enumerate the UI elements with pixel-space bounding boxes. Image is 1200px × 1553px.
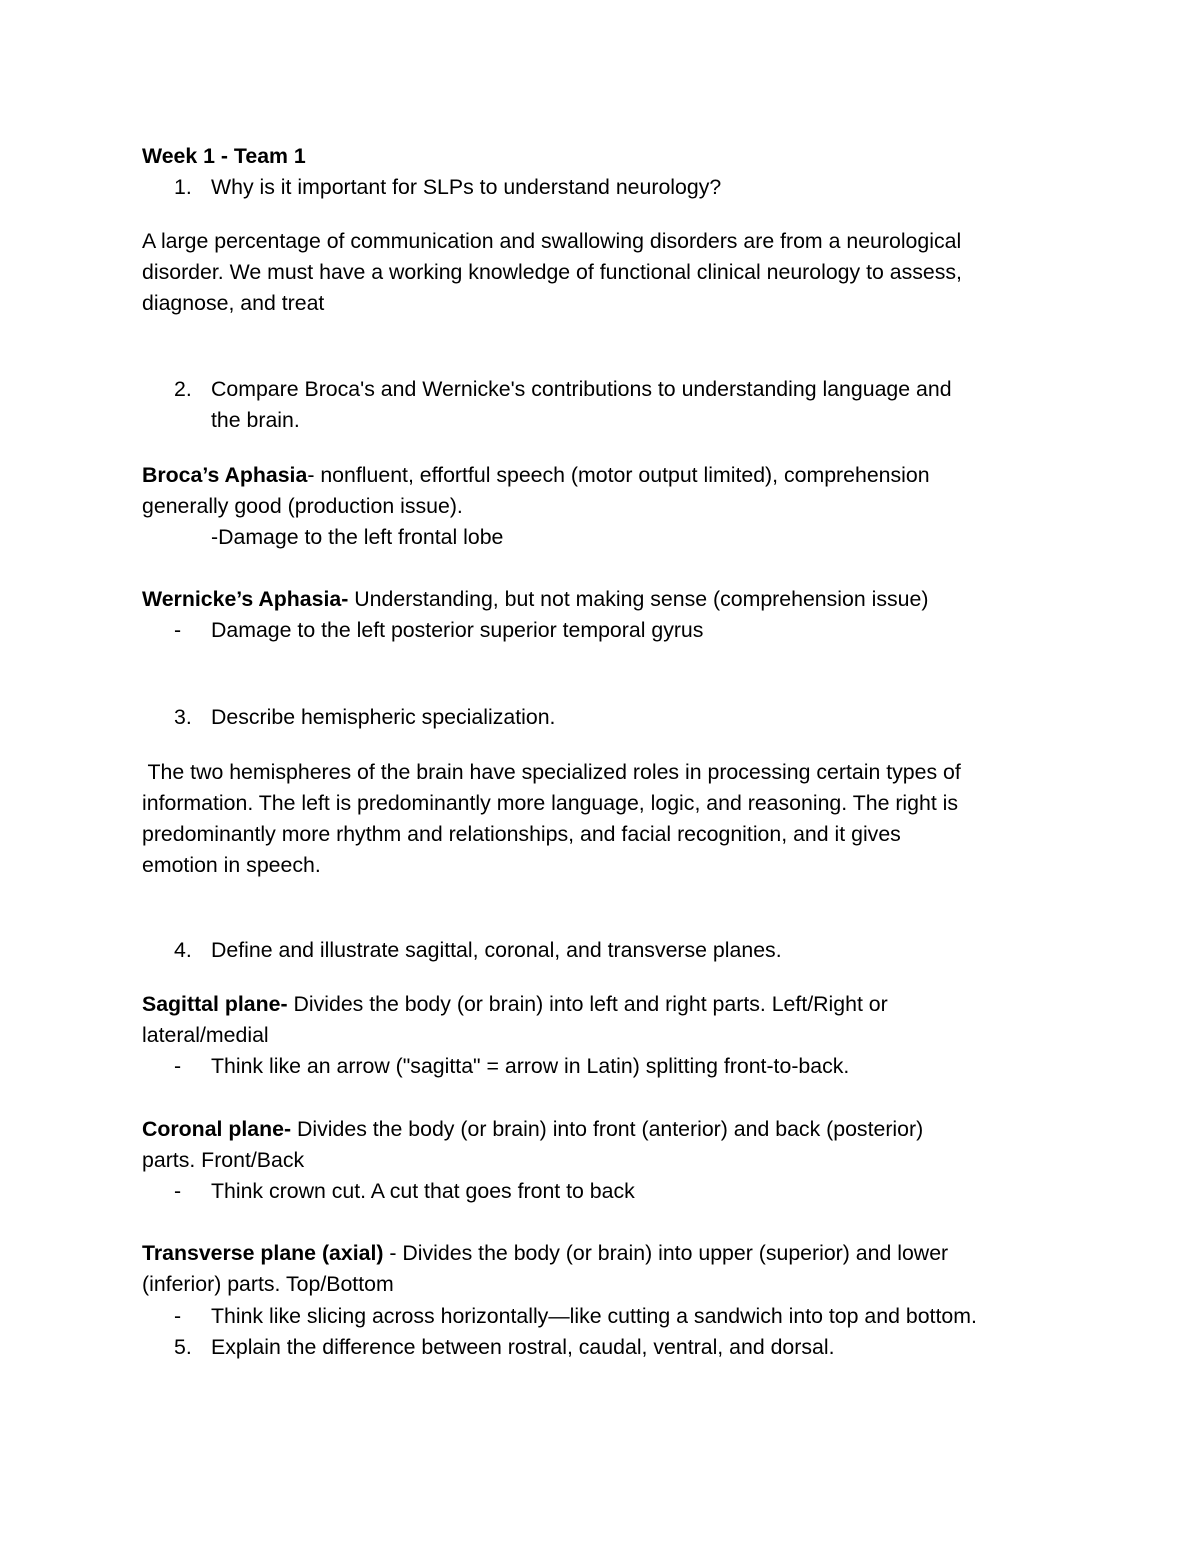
transverse-line-1 bbox=[142, 1238, 948, 1269]
broca-line-1 bbox=[142, 460, 930, 491]
coronal-definition: Divides the body (or brain) into front (anterior) and back (posterior) bbox=[291, 1117, 924, 1141]
sagittal-tip: Think like an arrow ("sagitta" = arrow in Latin) splitting front-to-back. bbox=[211, 1054, 850, 1078]
answer-3-line-3: predominantly more rhythm and relationships, and facial recognition, and it gives bbox=[142, 822, 901, 846]
question-2-number: 2. bbox=[174, 377, 192, 401]
question-5: Explain the difference between rostral, caudal, ventral, and dorsal. bbox=[211, 1335, 835, 1359]
broca-damage: -Damage to the left frontal lobe bbox=[211, 525, 504, 549]
transverse-line-2: (inferior) parts. Top/Bottom bbox=[142, 1272, 394, 1296]
transverse-bullet: - bbox=[174, 1304, 182, 1328]
coronal-tip: Think crown cut. A cut that goes front to back bbox=[211, 1179, 635, 1203]
answer-3-line-1: The two hemispheres of the brain have specialized roles in processing certain types of bbox=[142, 760, 961, 784]
question-3: Describe hemispheric specialization. bbox=[211, 705, 556, 729]
coronal-line-1 bbox=[142, 1114, 923, 1145]
answer-3-line-4: emotion in speech. bbox=[142, 853, 321, 877]
question-5-number: 5. bbox=[174, 1335, 192, 1359]
wernicke-term: Wernicke’s Aphasia- bbox=[142, 587, 349, 611]
broca-line-2: generally good (production issue). bbox=[142, 494, 463, 518]
answer-1-line-2: disorder. We must have a working knowledge of functional clinical neurology to assess, bbox=[142, 260, 962, 284]
question-4: Define and illustrate sagittal, coronal, and transverse planes. bbox=[211, 938, 782, 962]
coronal-term: Coronal plane- bbox=[142, 1117, 292, 1141]
sagittal-definition: Divides the body (or brain) into left and right parts. Left/Right or bbox=[287, 992, 888, 1016]
answer-1-line-1: A large percentage of communication and swallowing disorders are from a neurological bbox=[142, 229, 962, 253]
sagittal-term: Sagittal plane- bbox=[142, 992, 288, 1016]
answer-1-line-3: diagnose, and treat bbox=[142, 291, 325, 315]
wernicke-definition: Understanding, but not making sense (comprehension issue) bbox=[348, 587, 929, 611]
sagittal-line-1 bbox=[142, 989, 888, 1020]
broca-definition: - nonfluent, effortful speech (motor output limited), comprehension bbox=[307, 463, 930, 487]
question-1: Why is it important for SLPs to understand neurology? bbox=[211, 175, 722, 199]
wernicke-bullet: - bbox=[174, 618, 182, 642]
transverse-term: Transverse plane (axial) bbox=[142, 1241, 384, 1265]
wernicke-line-1 bbox=[142, 584, 928, 615]
sagittal-line-2: lateral/medial bbox=[142, 1023, 269, 1047]
transverse-tip: Think like slicing across horizontally—like cutting a sandwich into top and bottom. bbox=[211, 1304, 977, 1328]
broca-term: Broca’s Aphasia bbox=[142, 463, 308, 487]
page-title: Week 1 - Team 1 bbox=[142, 144, 306, 168]
question-2-line-1: Compare Broca's and Wernicke's contributions to understanding language and bbox=[211, 377, 952, 401]
coronal-bullet: - bbox=[174, 1179, 182, 1203]
coronal-line-2: parts. Front/Back bbox=[142, 1148, 305, 1172]
question-4-number: 4. bbox=[174, 938, 192, 962]
wernicke-damage: Damage to the left posterior superior temporal gyrus bbox=[211, 618, 704, 642]
question-2-line-2: the brain. bbox=[211, 408, 300, 432]
answer-3-line-2: information. The left is predominantly more language, logic, and reasoning. The right is bbox=[142, 791, 959, 815]
transverse-definition: - Divides the body (or brain) into upper (superior) and lower bbox=[383, 1241, 949, 1265]
sagittal-bullet: - bbox=[174, 1054, 182, 1078]
question-1-number: 1. bbox=[174, 175, 192, 199]
question-3-number: 3. bbox=[174, 705, 192, 729]
